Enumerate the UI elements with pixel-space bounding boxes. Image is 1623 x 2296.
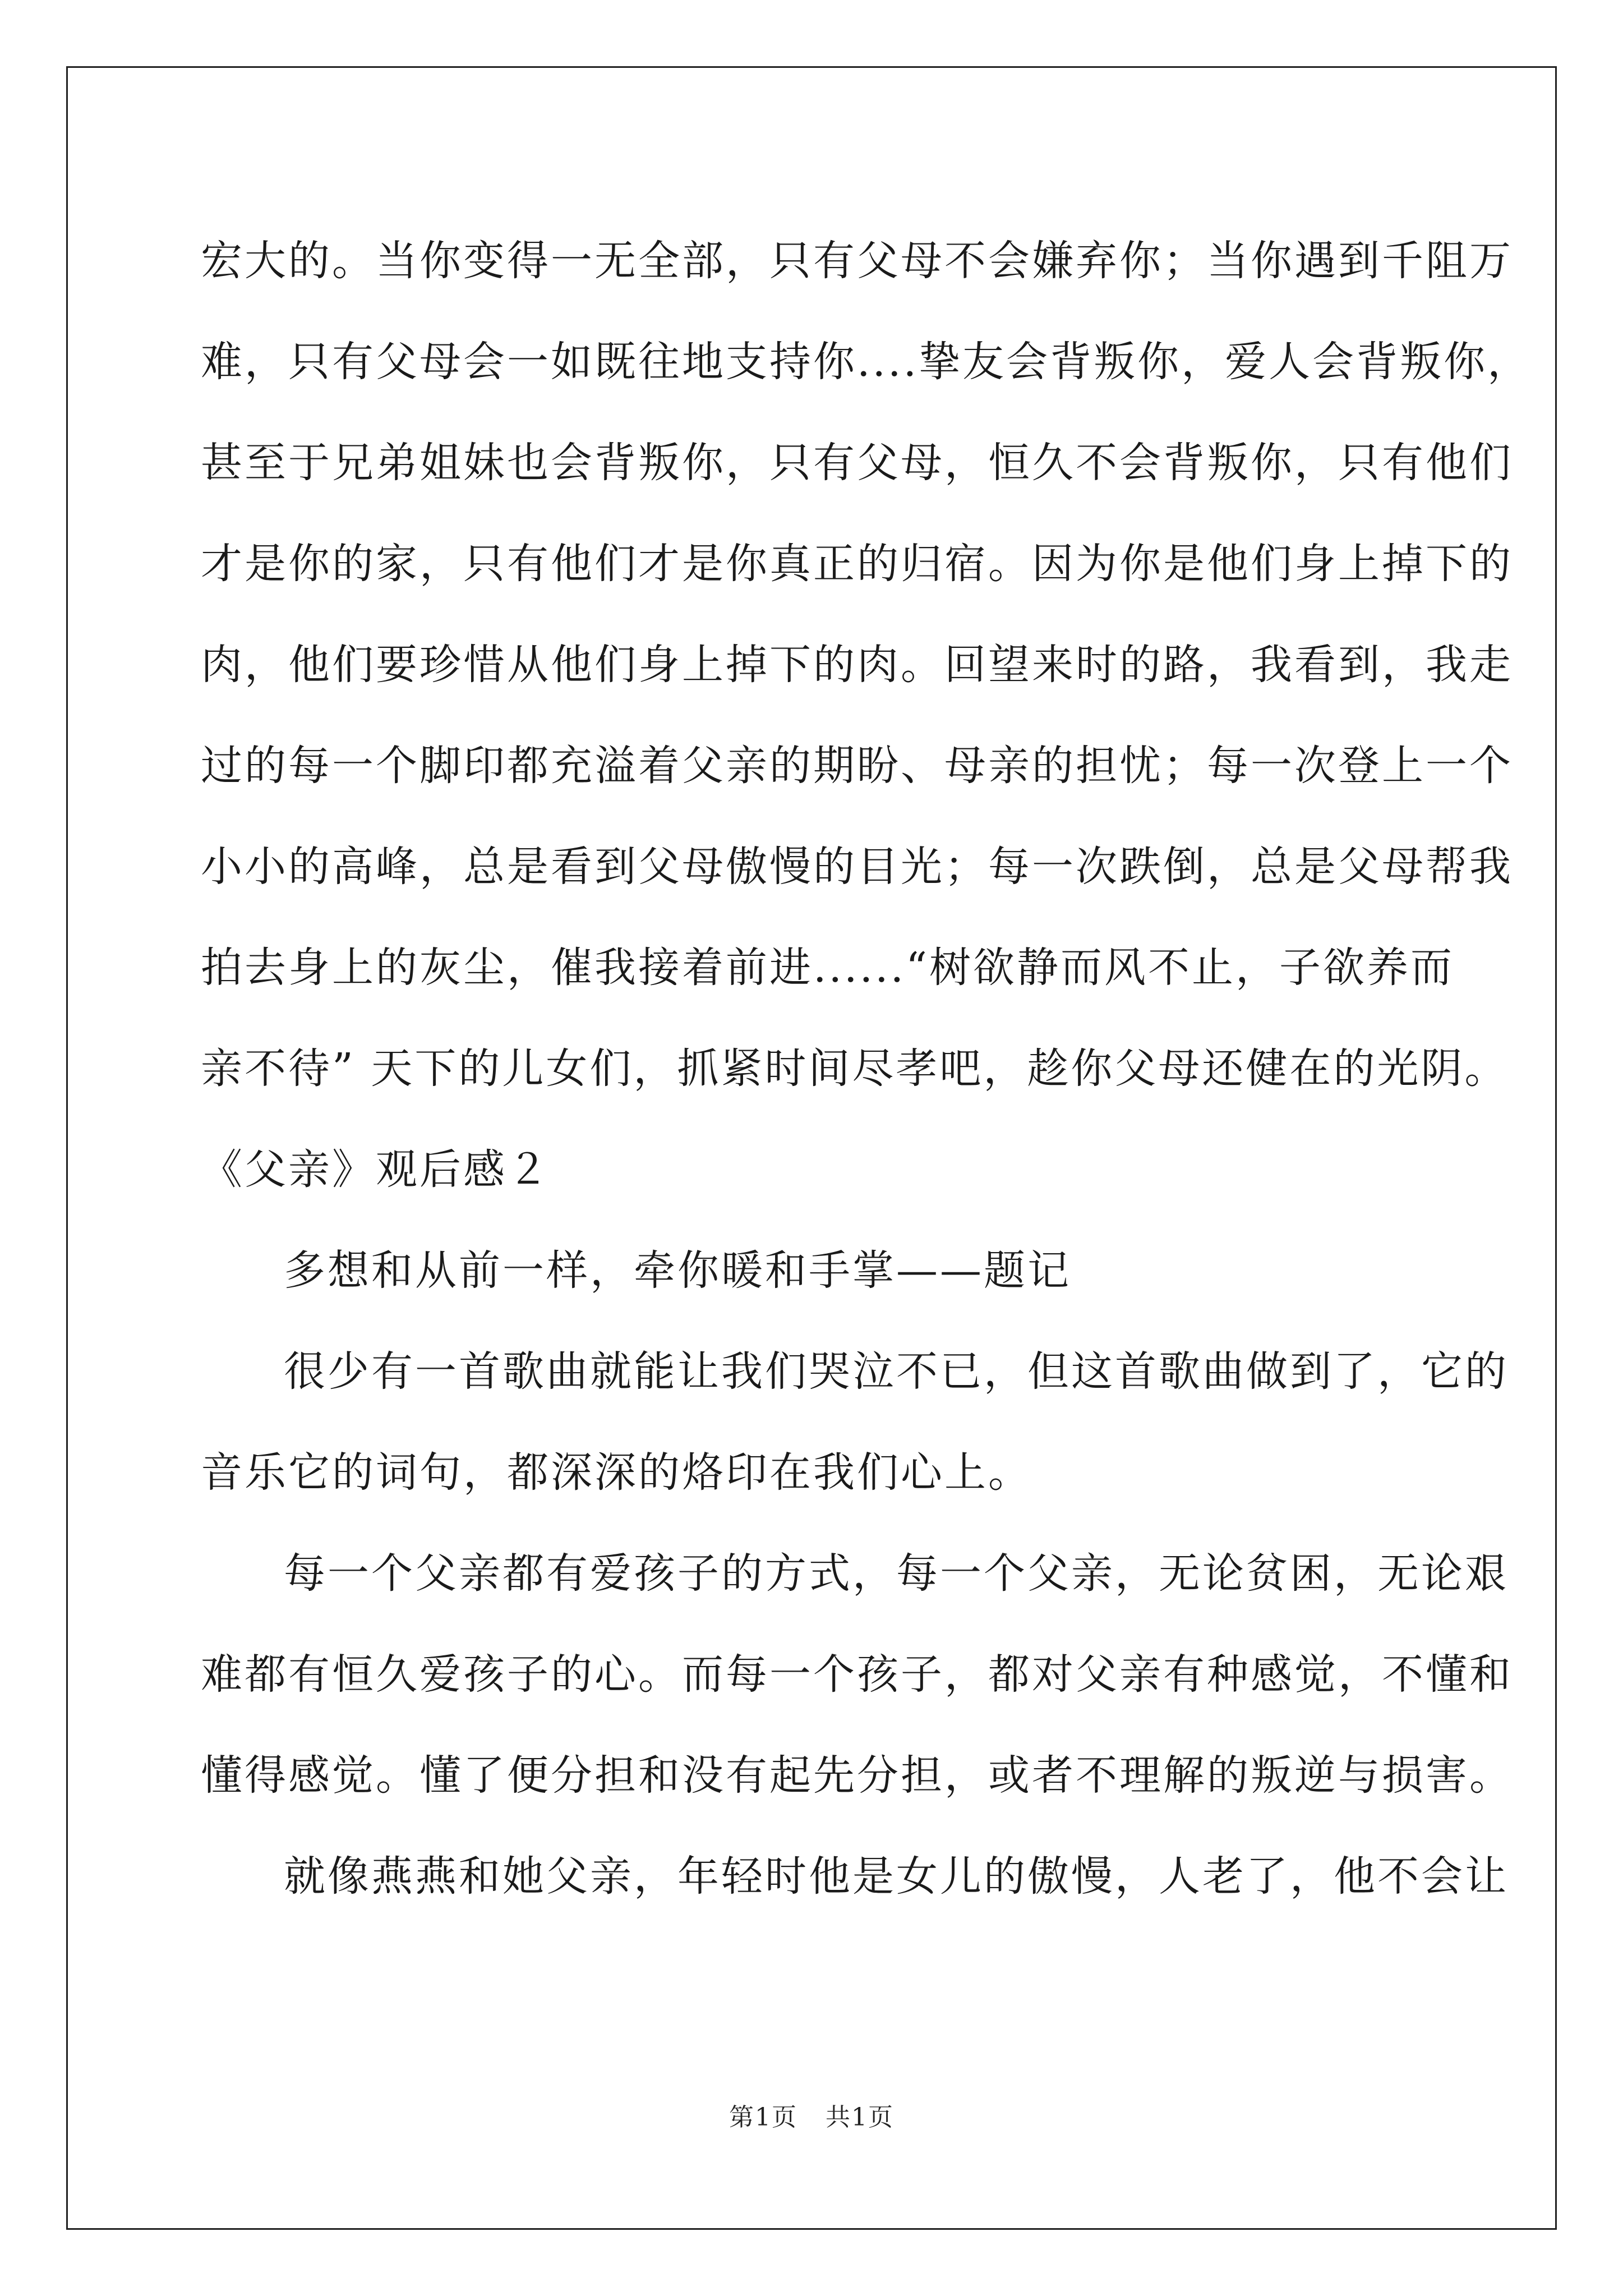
text-line: 肉，他们要珍惜从他们身上掉下的肉。回望来时的路，我看到，我走 (201, 641, 1513, 689)
text-line: 亲不待” 天下的儿女们，抓紧时间尽孝吧，趁你父母还健在的光阴。 (201, 1045, 1509, 1093)
text-line: 宏大的。当你变得一无全部，只有父母不会嫌弃你；当你遇到千阻万 (201, 237, 1513, 285)
epigraph-line: 多想和从前一样，牵你暖和手掌——题记 (284, 1246, 1071, 1295)
text-line: 每一个父亲都有爱孩子的方式，每一个父亲，无论贫困，无论艰 (284, 1549, 1509, 1598)
text-line: 才是你的家，只有他们才是你真正的归宿。因为你是他们身上掉下的 (201, 540, 1513, 588)
text-line: 小小的高峰，总是看到父母傲慢的目光；每一次跌倒，总是父母帮我 (201, 843, 1513, 891)
text-line: 懂得感觉。懂了便分担和没有起先分担，或者不理解的叛逆与损害。 (201, 1751, 1513, 1800)
page-footer (0, 2097, 1623, 2133)
text-line: 难都有恒久爱孩子的心。而每一个孩子，都对父亲有种感觉，不懂和 (201, 1650, 1513, 1699)
text-line: 很少有一首歌曲就能让我们哭泣不已，但这首歌曲做到了，它的 (284, 1347, 1509, 1396)
text-line: 音乐它的词句，都深深的烙印在我们心上。 (201, 1448, 1032, 1497)
document-body (201, 210, 1532, 1927)
text-line: 甚至于兄弟姐妹也会背叛你，只有父母，恒久不会背叛你，只有他们 (201, 439, 1513, 487)
text-line: 过的每一个脚印都充溢着父亲的期盼、母亲的担忧；每一次登上一个 (201, 742, 1513, 790)
text-line: 难，只有父母会一如既往地支持你....挚友会背叛你，爱人会背叛你， (201, 338, 1532, 386)
text-line: 就像燕燕和她父亲，年轻时他是女儿的傲慢，人老了，他不会让 (284, 1852, 1509, 1901)
section-heading: 《父亲》观后感２ (201, 1145, 551, 1194)
text-line: 拍去身上的灰尘，催我接着前进......“树欲静而风不止，子欲养而 (201, 944, 1454, 992)
page-number-total: 共1页 (826, 2103, 894, 2132)
page-number-current: 第1页 (729, 2103, 797, 2132)
